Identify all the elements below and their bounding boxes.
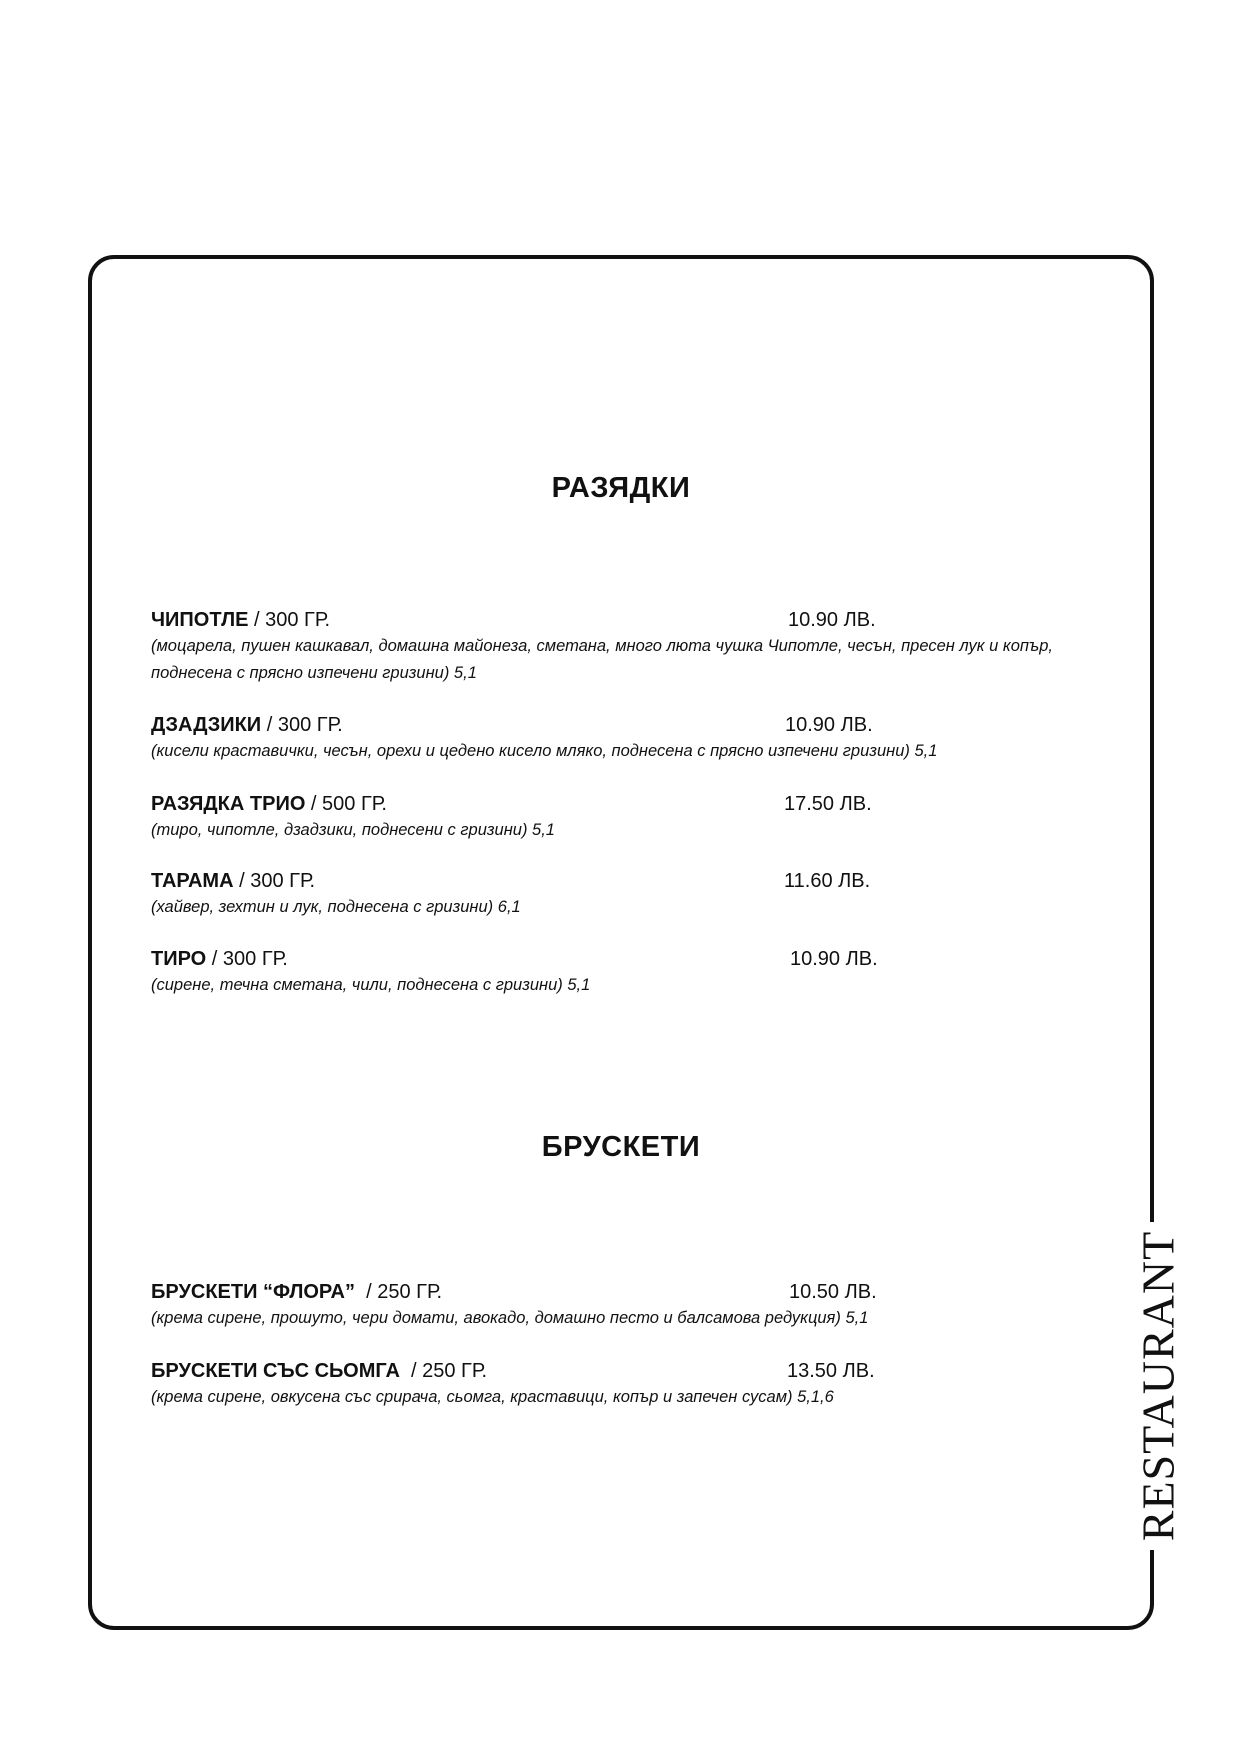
item-name: БРУСКЕТИ “ФЛОРА” bbox=[151, 1281, 355, 1303]
menu-item bbox=[151, 712, 1081, 765]
item-price: 13.50 ЛВ. bbox=[787, 1360, 875, 1382]
section-title-appetizers: РАЗЯДКИ bbox=[551, 472, 691, 504]
item-name: БРУСКЕТИ СЪС СЬОМГА bbox=[151, 1360, 400, 1382]
item-description: (крема сирене, овкусена със срирача, сьомга, краставици, копър и запечен сусам) 5,1,6 bbox=[151, 1388, 834, 1406]
menu-item bbox=[151, 868, 1081, 921]
section-title-bruschetta: БРУСКЕТИ bbox=[541, 1131, 701, 1163]
item-weight: / 300 ГР. bbox=[206, 948, 288, 970]
item-weight: / 500 ГР. bbox=[305, 793, 387, 815]
menu-frame bbox=[88, 255, 1154, 1630]
item-weight: / 250 ГР. bbox=[354, 1281, 443, 1303]
item-description: (моцарела, пушен кашкавал, домашна майонеза, сметана, много люта чушка Чипотле, чесън, пресен лук и копър, поднесена с прясно изпечени гризини) 5,1 bbox=[151, 637, 1053, 682]
item-weight: / 250 ГР. bbox=[399, 1360, 488, 1382]
item-price: 10.90 ЛВ. bbox=[785, 714, 873, 736]
item-weight: / 300 ГР. bbox=[233, 870, 316, 892]
item-price: 17.50 ЛВ. bbox=[784, 793, 872, 815]
item-name: РАЗЯДКА ТРИО bbox=[151, 793, 306, 815]
item-price: 10.90 ЛВ. bbox=[788, 609, 876, 631]
menu-item bbox=[151, 791, 1081, 844]
item-name: ЧИПОТЛЕ bbox=[151, 609, 249, 631]
menu-item bbox=[151, 1279, 1081, 1332]
item-price: 10.50 ЛВ. bbox=[789, 1281, 877, 1303]
item-description: (сирене, течна сметана, чили, поднесена с гризини) 5,1 bbox=[151, 976, 591, 994]
menu-item bbox=[151, 946, 1081, 999]
menu-item bbox=[151, 1358, 1081, 1411]
item-description: (тиро, чипотле, дзадзики, поднесени с гризини) 5,1 bbox=[151, 821, 555, 839]
item-description: (кисели краставички, чесън, орехи и цедено кисело мляко, поднесена с прясно изпечени гризини) 5,1 bbox=[151, 742, 938, 760]
item-weight: / 300 ГР. bbox=[248, 609, 330, 631]
menu-item bbox=[151, 607, 1081, 687]
item-name: ТАРАМА bbox=[151, 870, 234, 892]
item-name: ДЗАДЗИКИ bbox=[151, 714, 262, 736]
item-description: (крема сирене, прошуто, чери домати, авокадо, домашно песто и балсамова редукция) 5,1 bbox=[151, 1309, 869, 1327]
item-description: (хайвер, зехтин и лук, поднесена с гризини) 6,1 bbox=[151, 898, 521, 916]
item-price: 10.90 ЛВ. bbox=[790, 948, 878, 970]
item-price: 11.60 ЛВ. bbox=[784, 870, 871, 892]
restaurant-side-label: RESTAURANT bbox=[1132, 1230, 1184, 1542]
item-weight: / 300 ГР. bbox=[261, 714, 343, 736]
item-name: ТИРО bbox=[151, 948, 207, 970]
